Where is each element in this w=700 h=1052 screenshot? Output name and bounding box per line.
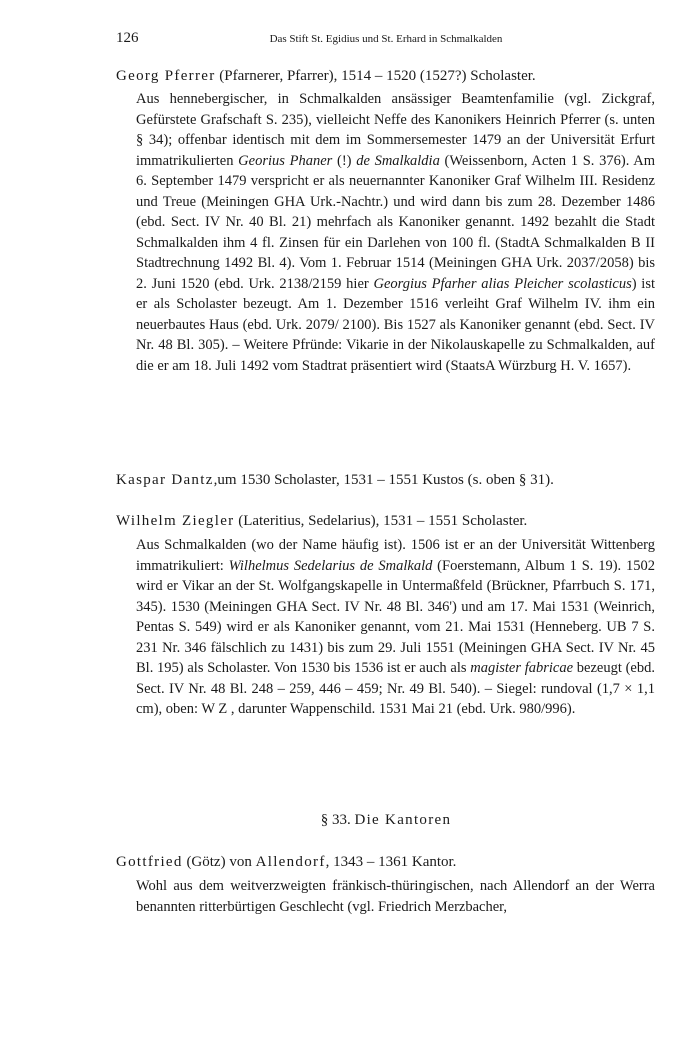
italic-run: magister fabricae [470,660,574,676]
text-run: ) ist er als Scholaster bezeugt. Am 1. Dezember 1516 verleiht Graf Wilhelm IV. ihm ein neuerbautes Haus (ebd. Urk. 2079/ 2100). Bis 1527 als Kanoniker genannt (ebd. Sect. IV Nr. 48 Bl. 305). – Weitere Pfründe: Vikarie in der Nikolauskapelle zu Schmalkalden, auf die er am 18. Juli 1492 vom Stadtrat präsentiert wird (StaatsA Würzburg H. V. 1657). [136,275,656,374]
section-label: § 33. [320,812,351,828]
text-run: (Weissenborn, Acten 1 S. 376). Am 6. September 1479 verspricht er als neuernannter Kanoniker Graf Wilhelm III. Residenz und Treue (Meiningen GHA Urk.-Nachtr.) und wird dann bis zum 28. Dezember 1486 (ebd. Sect. IV Nr. 40 Bl. 21) mehrfach als Kanoniker genannt. 1492 bezahlt die Stadt Schmalkalden ihm 4 fl. Zinsen für ein Darlehen von 100 fl. (StadtA Schmalkalden B II Stadtrechnung 1492 Bl. 4). Vom 1. Februar 1514 (Meiningen GHA Urk. 2037/2058) bis 2. Juni 1520 (ebd. Urk. 2138/2159 hier [136,152,655,292]
entry-heading-allendorf [116,852,656,872]
entry-detail: (Lateritius, Sedelarius), 1531 – 1551 Scholaster. [234,513,528,529]
italic-run: de Smalkaldia [356,152,440,169]
italic-run: Wilhelmus Sedelarius de Smalkald [228,557,433,574]
text-run: bezeugt (ebd. Sect. IV Nr. 48 Bl. 248 – 259, 446 – 459; Nr. 49 Bl. 540). – Siegel: rundoval (1,7 × 1,1 cm), oben: W Z , darunter Wappenschild. 1531 Mai 21 (ebd. Urk. 980/996). [136,660,655,717]
person-surname: Allendorf [255,854,326,870]
italic-run: Georgius Pfarher alias Pleicher scolasticus [373,275,632,292]
text-run: Wohl aus dem weitverzweigten fränkisch-thüringischen, nach Allendorf an der Werra benannten ritterbürtigen Geschlecht (vgl. Friedrich Merzbacher, [136,878,655,915]
section-title: Die Kantoren [354,812,452,828]
text-run: Aus hennebergischer, in Schmalkalden ansässiger Beamtenfamilie (vgl. Zickgraf, Gefürstete Grafschaft S. 235), vielleicht Neffe des Kanonikers Heinrich Pferrer (s. unten § 34); offenbar identisch mit dem im Sommersemester 1479 an der Universität Erfurt immatrikulierten [136,91,655,169]
person-name: Wilhelm Ziegler [116,513,235,529]
entry-detail: , 1343 – 1361 Kantor. [325,854,457,870]
text-run: Aus Schmalkalden (wo der Name häufig ist). 1506 ist er an der Universität Wittenberg immatrikuliert: [136,537,655,574]
person-name: Gottfried [116,854,183,870]
page-number: 126 [116,30,139,46]
running-header [116,30,656,50]
entry-heading-pferrer [116,66,656,86]
text-run: (!) [332,152,357,169]
italic-run: Georius Phaner [238,152,333,169]
person-name: Kaspar Dantz [116,472,214,488]
section-heading [116,812,656,829]
entry-body-pferrer [136,89,655,376]
entry-heading-dantz [116,470,656,490]
entry-body-ziegler [136,535,655,720]
running-title: Das Stift St. Egidius und St. Erhard in Schmalkalden [269,33,503,45]
entry-heading-ziegler [116,511,656,531]
text-run: (Foerstemann, Album 1 S. 19). 1502 wird er Vikar an der St. Wolfgangskapelle in Untermaßfeld (Brückner, Pfarrbuch S. 171, 345). 1530 (Meiningen GHA Sect. IV Nr. 48 Bl. 346') und am 17. Mai 1531 (Weinrich, Pentas S. 549) wird er als Kanoniker genannt, vom 21. Mai 1531 (Henneberg. UB 7 S. 231 Nr. 346 fälschlich zu 1431) bis zum 29. Juli 1551 (Meiningen GHA Sect. IV Nr. 45 Bl. 195) als Scholaster. Von 1530 bis 1536 ist er auch als [136,557,655,676]
person-name: Georg Pferrer [116,68,216,84]
entry-detail: (Götz) von [182,854,256,870]
entry-body-allendorf [136,876,655,917]
entry-detail: ,um 1530 Scholaster, 1531 – 1551 Kustos (s. oben § 31). [213,472,554,488]
entry-detail: (Pfarnerer, Pfarrer), 1514 – 1520 (1527?) Scholaster. [215,68,536,84]
